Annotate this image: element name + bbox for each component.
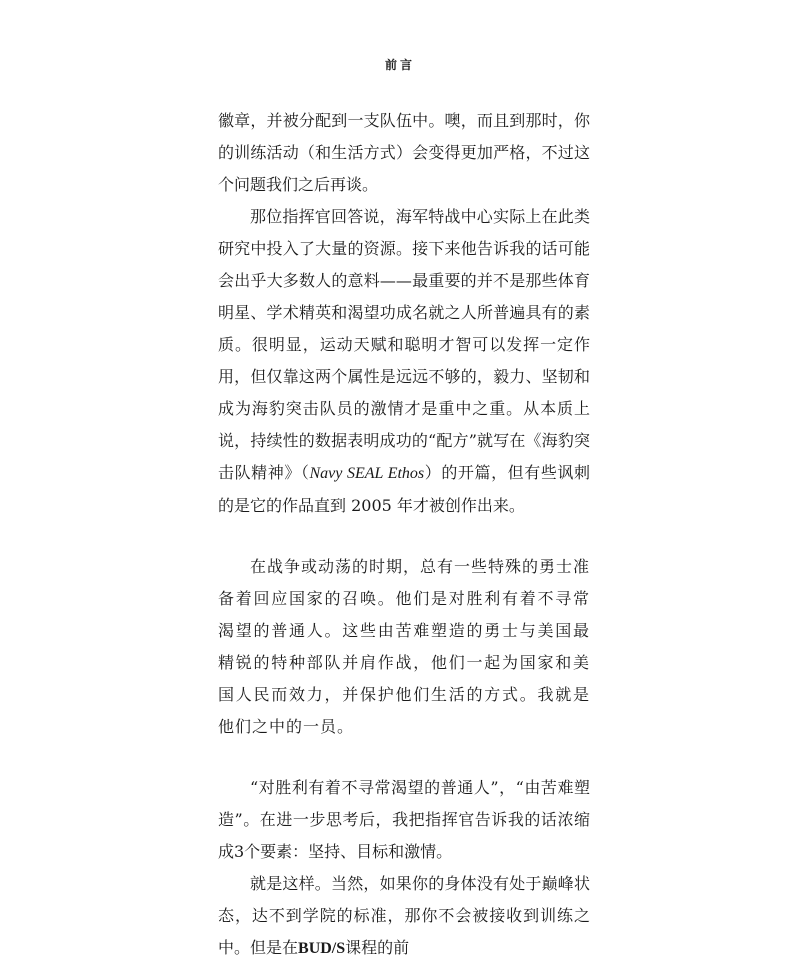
buds-label: BUD/S xyxy=(298,940,346,957)
paragraph-1: 徽章，并被分配到一支队伍中。噢，而且到那时，你的训练活动（和生活方式）会变得更加严格，不过这个问题我们之后再谈。 xyxy=(218,111,590,194)
page-body xyxy=(218,105,590,965)
paragraph-4 xyxy=(218,868,590,965)
paragraph-4-text-a: 就是这样。当然，如果你的身体没有处于巅峰状态，达不到学院的标准，那你不会被接收到训练之中。但是在 xyxy=(218,874,590,957)
paragraph-3: “对胜利有着不寻常渴望的普通人”，“由苦难塑造”。在进一步思考后，我把指挥官告诉我的话浓缩成3个要素：坚持、目标和激情。 xyxy=(218,778,590,861)
paragraph-2-text-a: 那位指挥官回答说，海军特战中心实际上在此类研究中投入了大量的资源。接下来他告诉我的话可能会出乎大多数人的意料——最重要的并不是那些体育明星、学术精英和渴望功成名就之人所普遍具有的素质。很明显，运动天赋和聪明才智可以发挥一定作用，但仅靠这两个属性是远远不够的，毅力、坚韧和成为海豹突击队员的激情才是重中之重。从本质上说，持续性的数据表明成功的“配方”就写在《海豹突击队精神》（ xyxy=(218,207,590,482)
page-header: 前言 xyxy=(384,58,415,72)
paragraph-2 xyxy=(218,201,590,522)
ethos-quote: 在战争或动荡的时期，总有一些特殊的勇士准备着回应国家的召唤。他们是对胜利有着不寻常渴望的普通人。这些由苦难塑造的勇士与美国最精锐的特种部队并肩作战，他们一起为国家和美国人民而效力，并保护他们生活的方式。我就是他们之中的一员。 xyxy=(218,557,591,736)
paragraph-2-text-b: ）的开篇，但有些讽刺的是它的作品直到 2005 年才被创作出来。 xyxy=(218,463,590,515)
paragraph-4-text-b: 课程的前 xyxy=(345,938,410,957)
navy-seal-ethos-title: Navy SEAL Ethos xyxy=(309,465,425,482)
